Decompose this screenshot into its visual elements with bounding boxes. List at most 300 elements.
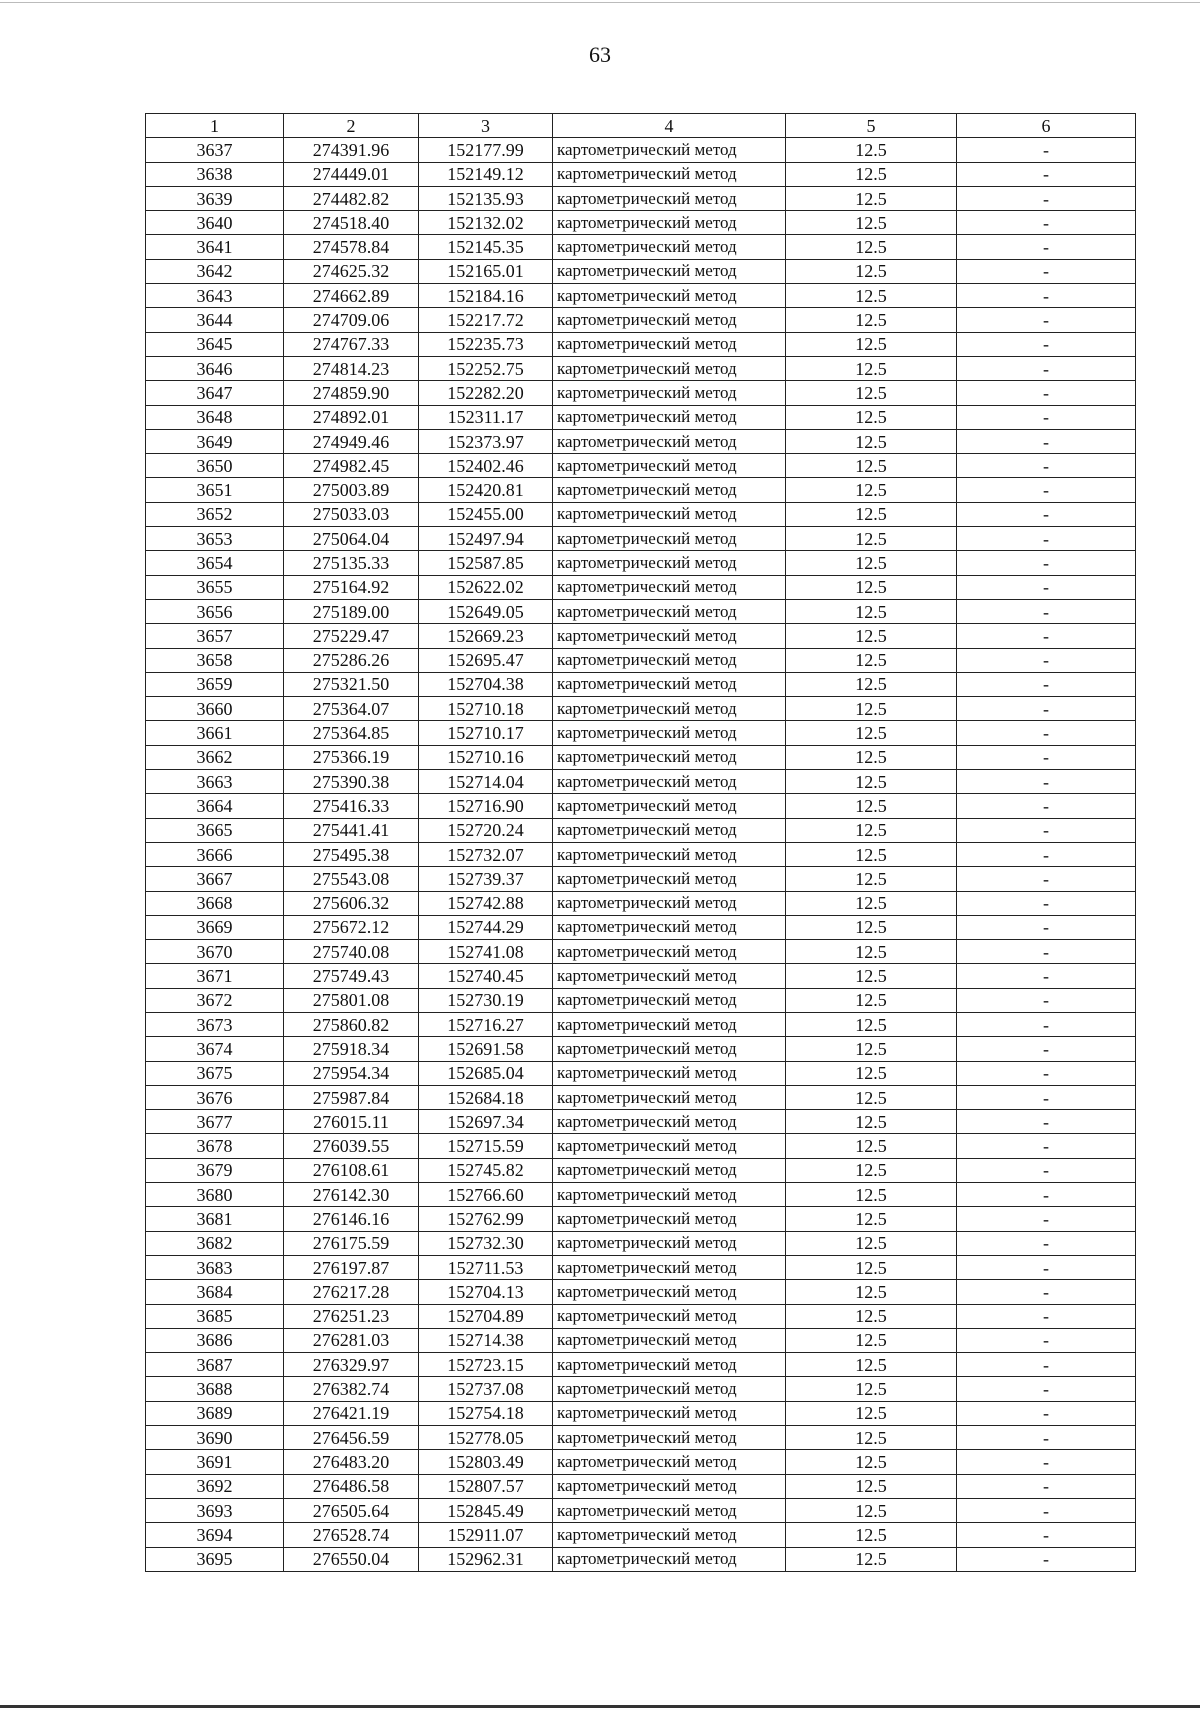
- x-coordinate-cell: 276382.74: [284, 1377, 419, 1401]
- table-row: [146, 745, 1136, 769]
- y-coordinate-cell: 152741.08: [419, 940, 553, 964]
- point-number-cell: 3687: [146, 1353, 284, 1377]
- table-body: [146, 114, 1136, 1572]
- table-row: [146, 1474, 1136, 1498]
- table-row: [146, 162, 1136, 186]
- point-number-cell: 3673: [146, 1012, 284, 1036]
- table-header-row: [146, 114, 1136, 138]
- note-cell: -: [957, 599, 1136, 623]
- table-row: [146, 1207, 1136, 1231]
- method-cell: картометрический метод: [553, 1280, 786, 1304]
- x-coordinate-cell: 274767.33: [284, 332, 419, 356]
- x-coordinate-cell: 276197.87: [284, 1255, 419, 1279]
- y-coordinate-cell: 152716.90: [419, 794, 553, 818]
- method-cell: картометрический метод: [553, 1110, 786, 1134]
- table-row: [146, 1450, 1136, 1474]
- note-cell: -: [957, 429, 1136, 453]
- note-cell: -: [957, 259, 1136, 283]
- accuracy-cell: 12.5: [786, 356, 957, 380]
- note-cell: -: [957, 235, 1136, 259]
- method-cell: картометрический метод: [553, 1037, 786, 1061]
- y-coordinate-cell: 152744.29: [419, 915, 553, 939]
- table-row: [146, 1037, 1136, 1061]
- accuracy-cell: 12.5: [786, 1523, 957, 1547]
- point-number-cell: 3669: [146, 915, 284, 939]
- table-row: [146, 1498, 1136, 1522]
- table-row: [146, 211, 1136, 235]
- x-coordinate-cell: 276329.97: [284, 1353, 419, 1377]
- table-row: [146, 794, 1136, 818]
- y-coordinate-cell: 152217.72: [419, 308, 553, 332]
- x-coordinate-cell: 276456.59: [284, 1426, 419, 1450]
- note-cell: -: [957, 162, 1136, 186]
- x-coordinate-cell: 275441.41: [284, 818, 419, 842]
- table-row: [146, 940, 1136, 964]
- note-cell: -: [957, 332, 1136, 356]
- x-coordinate-cell: 275495.38: [284, 842, 419, 866]
- table-row: [146, 356, 1136, 380]
- method-cell: картометрический метод: [553, 1158, 786, 1182]
- point-number-cell: 3695: [146, 1547, 284, 1571]
- point-number-cell: 3657: [146, 624, 284, 648]
- point-number-cell: 3676: [146, 1085, 284, 1109]
- y-coordinate-cell: 152420.81: [419, 478, 553, 502]
- point-number-cell: 3645: [146, 332, 284, 356]
- accuracy-cell: 12.5: [786, 527, 957, 551]
- method-cell: картометрический метод: [553, 211, 786, 235]
- point-number-cell: 3690: [146, 1426, 284, 1450]
- accuracy-cell: 12.5: [786, 1207, 957, 1231]
- y-coordinate-cell: 152402.46: [419, 454, 553, 478]
- x-coordinate-cell: 275033.03: [284, 502, 419, 526]
- method-cell: картометрический метод: [553, 1523, 786, 1547]
- accuracy-cell: 12.5: [786, 429, 957, 453]
- point-number-cell: 3689: [146, 1401, 284, 1425]
- y-coordinate-cell: 152685.04: [419, 1061, 553, 1085]
- point-number-cell: 3692: [146, 1474, 284, 1498]
- table-row: [146, 1523, 1136, 1547]
- coordinates-table: [145, 113, 1136, 1572]
- method-cell: картометрический метод: [553, 405, 786, 429]
- note-cell: -: [957, 356, 1136, 380]
- x-coordinate-cell: 274518.40: [284, 211, 419, 235]
- table-row: [146, 1401, 1136, 1425]
- point-number-cell: 3651: [146, 478, 284, 502]
- header-cell: 6: [957, 114, 1136, 138]
- point-number-cell: 3674: [146, 1037, 284, 1061]
- x-coordinate-cell: 274982.45: [284, 454, 419, 478]
- accuracy-cell: 12.5: [786, 988, 957, 1012]
- point-number-cell: 3663: [146, 770, 284, 794]
- header-cell: 4: [553, 114, 786, 138]
- note-cell: -: [957, 1231, 1136, 1255]
- y-coordinate-cell: 152739.37: [419, 867, 553, 891]
- note-cell: -: [957, 1377, 1136, 1401]
- table-row: [146, 138, 1136, 162]
- y-coordinate-cell: 152697.34: [419, 1110, 553, 1134]
- x-coordinate-cell: 275954.34: [284, 1061, 419, 1085]
- table-row: [146, 259, 1136, 283]
- note-cell: -: [957, 405, 1136, 429]
- y-coordinate-cell: 152807.57: [419, 1474, 553, 1498]
- accuracy-cell: 12.5: [786, 745, 957, 769]
- accuracy-cell: 12.5: [786, 1547, 957, 1571]
- accuracy-cell: 12.5: [786, 575, 957, 599]
- point-number-cell: 3655: [146, 575, 284, 599]
- x-coordinate-cell: 275749.43: [284, 964, 419, 988]
- table-row: [146, 770, 1136, 794]
- point-number-cell: 3685: [146, 1304, 284, 1328]
- table-row: [146, 891, 1136, 915]
- accuracy-cell: 12.5: [786, 308, 957, 332]
- point-number-cell: 3694: [146, 1523, 284, 1547]
- point-number-cell: 3688: [146, 1377, 284, 1401]
- method-cell: картометрический метод: [553, 1401, 786, 1425]
- point-number-cell: 3671: [146, 964, 284, 988]
- note-cell: -: [957, 940, 1136, 964]
- note-cell: -: [957, 575, 1136, 599]
- method-cell: картометрический метод: [553, 186, 786, 210]
- table-row: [146, 551, 1136, 575]
- note-cell: -: [957, 1061, 1136, 1085]
- table-row: [146, 1183, 1136, 1207]
- x-coordinate-cell: 276421.19: [284, 1401, 419, 1425]
- y-coordinate-cell: 152497.94: [419, 527, 553, 551]
- y-coordinate-cell: 152730.19: [419, 988, 553, 1012]
- method-cell: картометрический метод: [553, 454, 786, 478]
- scan-bottom-edge: [0, 1705, 1200, 1708]
- x-coordinate-cell: 276550.04: [284, 1547, 419, 1571]
- y-coordinate-cell: 152732.07: [419, 842, 553, 866]
- table-row: [146, 527, 1136, 551]
- accuracy-cell: 12.5: [786, 915, 957, 939]
- accuracy-cell: 12.5: [786, 1498, 957, 1522]
- method-cell: картометрический метод: [553, 429, 786, 453]
- x-coordinate-cell: 274662.89: [284, 284, 419, 308]
- table-row: [146, 624, 1136, 648]
- y-coordinate-cell: 152235.73: [419, 332, 553, 356]
- accuracy-cell: 12.5: [786, 211, 957, 235]
- method-cell: картометрический метод: [553, 1231, 786, 1255]
- accuracy-cell: 12.5: [786, 551, 957, 575]
- note-cell: -: [957, 1134, 1136, 1158]
- method-cell: картометрический метод: [553, 624, 786, 648]
- accuracy-cell: 12.5: [786, 1474, 957, 1498]
- accuracy-cell: 12.5: [786, 1255, 957, 1279]
- point-number-cell: 3646: [146, 356, 284, 380]
- y-coordinate-cell: 152165.01: [419, 259, 553, 283]
- note-cell: -: [957, 1474, 1136, 1498]
- note-cell: -: [957, 794, 1136, 818]
- y-coordinate-cell: 152704.89: [419, 1304, 553, 1328]
- x-coordinate-cell: 275366.19: [284, 745, 419, 769]
- table-row: [146, 1110, 1136, 1134]
- accuracy-cell: 12.5: [786, 1280, 957, 1304]
- note-cell: -: [957, 988, 1136, 1012]
- note-cell: -: [957, 308, 1136, 332]
- page-number: 63: [589, 42, 611, 67]
- note-cell: -: [957, 648, 1136, 672]
- x-coordinate-cell: 274892.01: [284, 405, 419, 429]
- y-coordinate-cell: 152845.49: [419, 1498, 553, 1522]
- y-coordinate-cell: 152135.93: [419, 186, 553, 210]
- x-coordinate-cell: 276486.58: [284, 1474, 419, 1498]
- accuracy-cell: 12.5: [786, 478, 957, 502]
- method-cell: картометрический метод: [553, 1085, 786, 1109]
- method-cell: картометрический метод: [553, 818, 786, 842]
- x-coordinate-cell: 275229.47: [284, 624, 419, 648]
- method-cell: картометрический метод: [553, 842, 786, 866]
- table-row: [146, 1061, 1136, 1085]
- header-cell: 2: [284, 114, 419, 138]
- y-coordinate-cell: 152723.15: [419, 1353, 553, 1377]
- method-cell: картометрический метод: [553, 721, 786, 745]
- note-cell: -: [957, 1280, 1136, 1304]
- x-coordinate-cell: 275918.34: [284, 1037, 419, 1061]
- point-number-cell: 3686: [146, 1328, 284, 1352]
- note-cell: -: [957, 721, 1136, 745]
- y-coordinate-cell: 152282.20: [419, 381, 553, 405]
- table-row: [146, 1328, 1136, 1352]
- point-number-cell: 3670: [146, 940, 284, 964]
- note-cell: -: [957, 1547, 1136, 1571]
- y-coordinate-cell: 152732.30: [419, 1231, 553, 1255]
- x-coordinate-cell: 276505.64: [284, 1498, 419, 1522]
- y-coordinate-cell: 152145.35: [419, 235, 553, 259]
- method-cell: картометрический метод: [553, 1207, 786, 1231]
- method-cell: картометрический метод: [553, 1426, 786, 1450]
- y-coordinate-cell: 152710.16: [419, 745, 553, 769]
- method-cell: картометрический метод: [553, 770, 786, 794]
- x-coordinate-cell: 276142.30: [284, 1183, 419, 1207]
- table-row: [146, 1085, 1136, 1109]
- x-coordinate-cell: 275416.33: [284, 794, 419, 818]
- note-cell: -: [957, 1353, 1136, 1377]
- note-cell: -: [957, 745, 1136, 769]
- accuracy-cell: 12.5: [786, 599, 957, 623]
- point-number-cell: 3642: [146, 259, 284, 283]
- table-row: [146, 842, 1136, 866]
- point-number-cell: 3679: [146, 1158, 284, 1182]
- scan-top-edge: [0, 2, 1200, 3]
- method-cell: картометрический метод: [553, 1353, 786, 1377]
- method-cell: картометрический метод: [553, 1328, 786, 1352]
- method-cell: картометрический метод: [553, 162, 786, 186]
- method-cell: картометрический метод: [553, 259, 786, 283]
- note-cell: -: [957, 818, 1136, 842]
- method-cell: картометрический метод: [553, 235, 786, 259]
- table-row: [146, 235, 1136, 259]
- table-row: [146, 186, 1136, 210]
- table-row: [146, 575, 1136, 599]
- x-coordinate-cell: 276251.23: [284, 1304, 419, 1328]
- x-coordinate-cell: 276483.20: [284, 1450, 419, 1474]
- accuracy-cell: 12.5: [786, 697, 957, 721]
- point-number-cell: 3653: [146, 527, 284, 551]
- point-number-cell: 3678: [146, 1134, 284, 1158]
- accuracy-cell: 12.5: [786, 818, 957, 842]
- table-row: [146, 381, 1136, 405]
- point-number-cell: 3684: [146, 1280, 284, 1304]
- method-cell: картометрический метод: [553, 284, 786, 308]
- table-row: [146, 502, 1136, 526]
- table-row: [146, 405, 1136, 429]
- method-cell: картометрический метод: [553, 502, 786, 526]
- x-coordinate-cell: 275543.08: [284, 867, 419, 891]
- note-cell: -: [957, 1110, 1136, 1134]
- x-coordinate-cell: 274949.46: [284, 429, 419, 453]
- x-coordinate-cell: 274709.06: [284, 308, 419, 332]
- y-coordinate-cell: 152311.17: [419, 405, 553, 429]
- y-coordinate-cell: 152710.18: [419, 697, 553, 721]
- point-number-cell: 3647: [146, 381, 284, 405]
- table-row: [146, 1304, 1136, 1328]
- table-row: [146, 1012, 1136, 1036]
- x-coordinate-cell: 275801.08: [284, 988, 419, 1012]
- x-coordinate-cell: 275860.82: [284, 1012, 419, 1036]
- accuracy-cell: 12.5: [786, 867, 957, 891]
- y-coordinate-cell: 152149.12: [419, 162, 553, 186]
- point-number-cell: 3662: [146, 745, 284, 769]
- x-coordinate-cell: 276015.11: [284, 1110, 419, 1134]
- y-coordinate-cell: 152177.99: [419, 138, 553, 162]
- table-row: [146, 721, 1136, 745]
- method-cell: картометрический метод: [553, 672, 786, 696]
- point-number-cell: 3693: [146, 1498, 284, 1522]
- y-coordinate-cell: 152704.13: [419, 1280, 553, 1304]
- note-cell: -: [957, 1183, 1136, 1207]
- point-number-cell: 3644: [146, 308, 284, 332]
- method-cell: картометрический метод: [553, 915, 786, 939]
- note-cell: -: [957, 381, 1136, 405]
- x-coordinate-cell: 275064.04: [284, 527, 419, 551]
- table-row: [146, 1280, 1136, 1304]
- point-number-cell: 3660: [146, 697, 284, 721]
- y-coordinate-cell: 152766.60: [419, 1183, 553, 1207]
- y-coordinate-cell: 152714.38: [419, 1328, 553, 1352]
- method-cell: картометрический метод: [553, 599, 786, 623]
- accuracy-cell: 12.5: [786, 1110, 957, 1134]
- point-number-cell: 3650: [146, 454, 284, 478]
- method-cell: картометрический метод: [553, 1474, 786, 1498]
- method-cell: картометрический метод: [553, 1134, 786, 1158]
- y-coordinate-cell: 152695.47: [419, 648, 553, 672]
- accuracy-cell: 12.5: [786, 842, 957, 866]
- y-coordinate-cell: 152962.31: [419, 1547, 553, 1571]
- accuracy-cell: 12.5: [786, 964, 957, 988]
- table-row: [146, 478, 1136, 502]
- method-cell: картометрический метод: [553, 794, 786, 818]
- table-row: [146, 284, 1136, 308]
- table-row: [146, 964, 1136, 988]
- point-number-cell: 3666: [146, 842, 284, 866]
- x-coordinate-cell: 274859.90: [284, 381, 419, 405]
- note-cell: -: [957, 1012, 1136, 1036]
- y-coordinate-cell: 152778.05: [419, 1426, 553, 1450]
- y-coordinate-cell: 152587.85: [419, 551, 553, 575]
- y-coordinate-cell: 152714.04: [419, 770, 553, 794]
- x-coordinate-cell: 275286.26: [284, 648, 419, 672]
- note-cell: -: [957, 478, 1136, 502]
- accuracy-cell: 12.5: [786, 138, 957, 162]
- accuracy-cell: 12.5: [786, 891, 957, 915]
- x-coordinate-cell: 275003.89: [284, 478, 419, 502]
- method-cell: картометрический метод: [553, 478, 786, 502]
- accuracy-cell: 12.5: [786, 1328, 957, 1352]
- note-cell: -: [957, 1426, 1136, 1450]
- table-row: [146, 1255, 1136, 1279]
- x-coordinate-cell: 274814.23: [284, 356, 419, 380]
- method-cell: картометрический метод: [553, 356, 786, 380]
- note-cell: -: [957, 867, 1136, 891]
- accuracy-cell: 12.5: [786, 1401, 957, 1425]
- x-coordinate-cell: 276108.61: [284, 1158, 419, 1182]
- point-number-cell: 3658: [146, 648, 284, 672]
- point-number-cell: 3664: [146, 794, 284, 818]
- table-row: [146, 429, 1136, 453]
- accuracy-cell: 12.5: [786, 1231, 957, 1255]
- accuracy-cell: 12.5: [786, 502, 957, 526]
- note-cell: -: [957, 1207, 1136, 1231]
- table-row: [146, 1231, 1136, 1255]
- y-coordinate-cell: 152745.82: [419, 1158, 553, 1182]
- accuracy-cell: 12.5: [786, 284, 957, 308]
- y-coordinate-cell: 152715.59: [419, 1134, 553, 1158]
- x-coordinate-cell: 274578.84: [284, 235, 419, 259]
- point-number-cell: 3659: [146, 672, 284, 696]
- x-coordinate-cell: 275364.85: [284, 721, 419, 745]
- y-coordinate-cell: 152737.08: [419, 1377, 553, 1401]
- y-coordinate-cell: 152669.23: [419, 624, 553, 648]
- y-coordinate-cell: 152184.16: [419, 284, 553, 308]
- note-cell: -: [957, 527, 1136, 551]
- y-coordinate-cell: 152622.02: [419, 575, 553, 599]
- x-coordinate-cell: 275364.07: [284, 697, 419, 721]
- accuracy-cell: 12.5: [786, 1450, 957, 1474]
- accuracy-cell: 12.5: [786, 332, 957, 356]
- note-cell: -: [957, 842, 1136, 866]
- table-row: [146, 915, 1136, 939]
- point-number-cell: 3639: [146, 186, 284, 210]
- accuracy-cell: 12.5: [786, 1012, 957, 1036]
- point-number-cell: 3682: [146, 1231, 284, 1255]
- x-coordinate-cell: 275189.00: [284, 599, 419, 623]
- y-coordinate-cell: 152720.24: [419, 818, 553, 842]
- table-row: [146, 648, 1136, 672]
- header-cell: 5: [786, 114, 957, 138]
- table-row: [146, 308, 1136, 332]
- accuracy-cell: 12.5: [786, 259, 957, 283]
- note-cell: -: [957, 915, 1136, 939]
- method-cell: картометрический метод: [553, 381, 786, 405]
- method-cell: картометрический метод: [553, 648, 786, 672]
- y-coordinate-cell: 152911.07: [419, 1523, 553, 1547]
- note-cell: -: [957, 1255, 1136, 1279]
- accuracy-cell: 12.5: [786, 770, 957, 794]
- point-number-cell: 3661: [146, 721, 284, 745]
- method-cell: картометрический метод: [553, 1450, 786, 1474]
- table-row: [146, 672, 1136, 696]
- table-row: [146, 1547, 1136, 1571]
- x-coordinate-cell: 275740.08: [284, 940, 419, 964]
- point-number-cell: 3643: [146, 284, 284, 308]
- note-cell: -: [957, 697, 1136, 721]
- accuracy-cell: 12.5: [786, 1037, 957, 1061]
- y-coordinate-cell: 152711.53: [419, 1255, 553, 1279]
- x-coordinate-cell: 276281.03: [284, 1328, 419, 1352]
- note-cell: -: [957, 1450, 1136, 1474]
- method-cell: картометрический метод: [553, 1012, 786, 1036]
